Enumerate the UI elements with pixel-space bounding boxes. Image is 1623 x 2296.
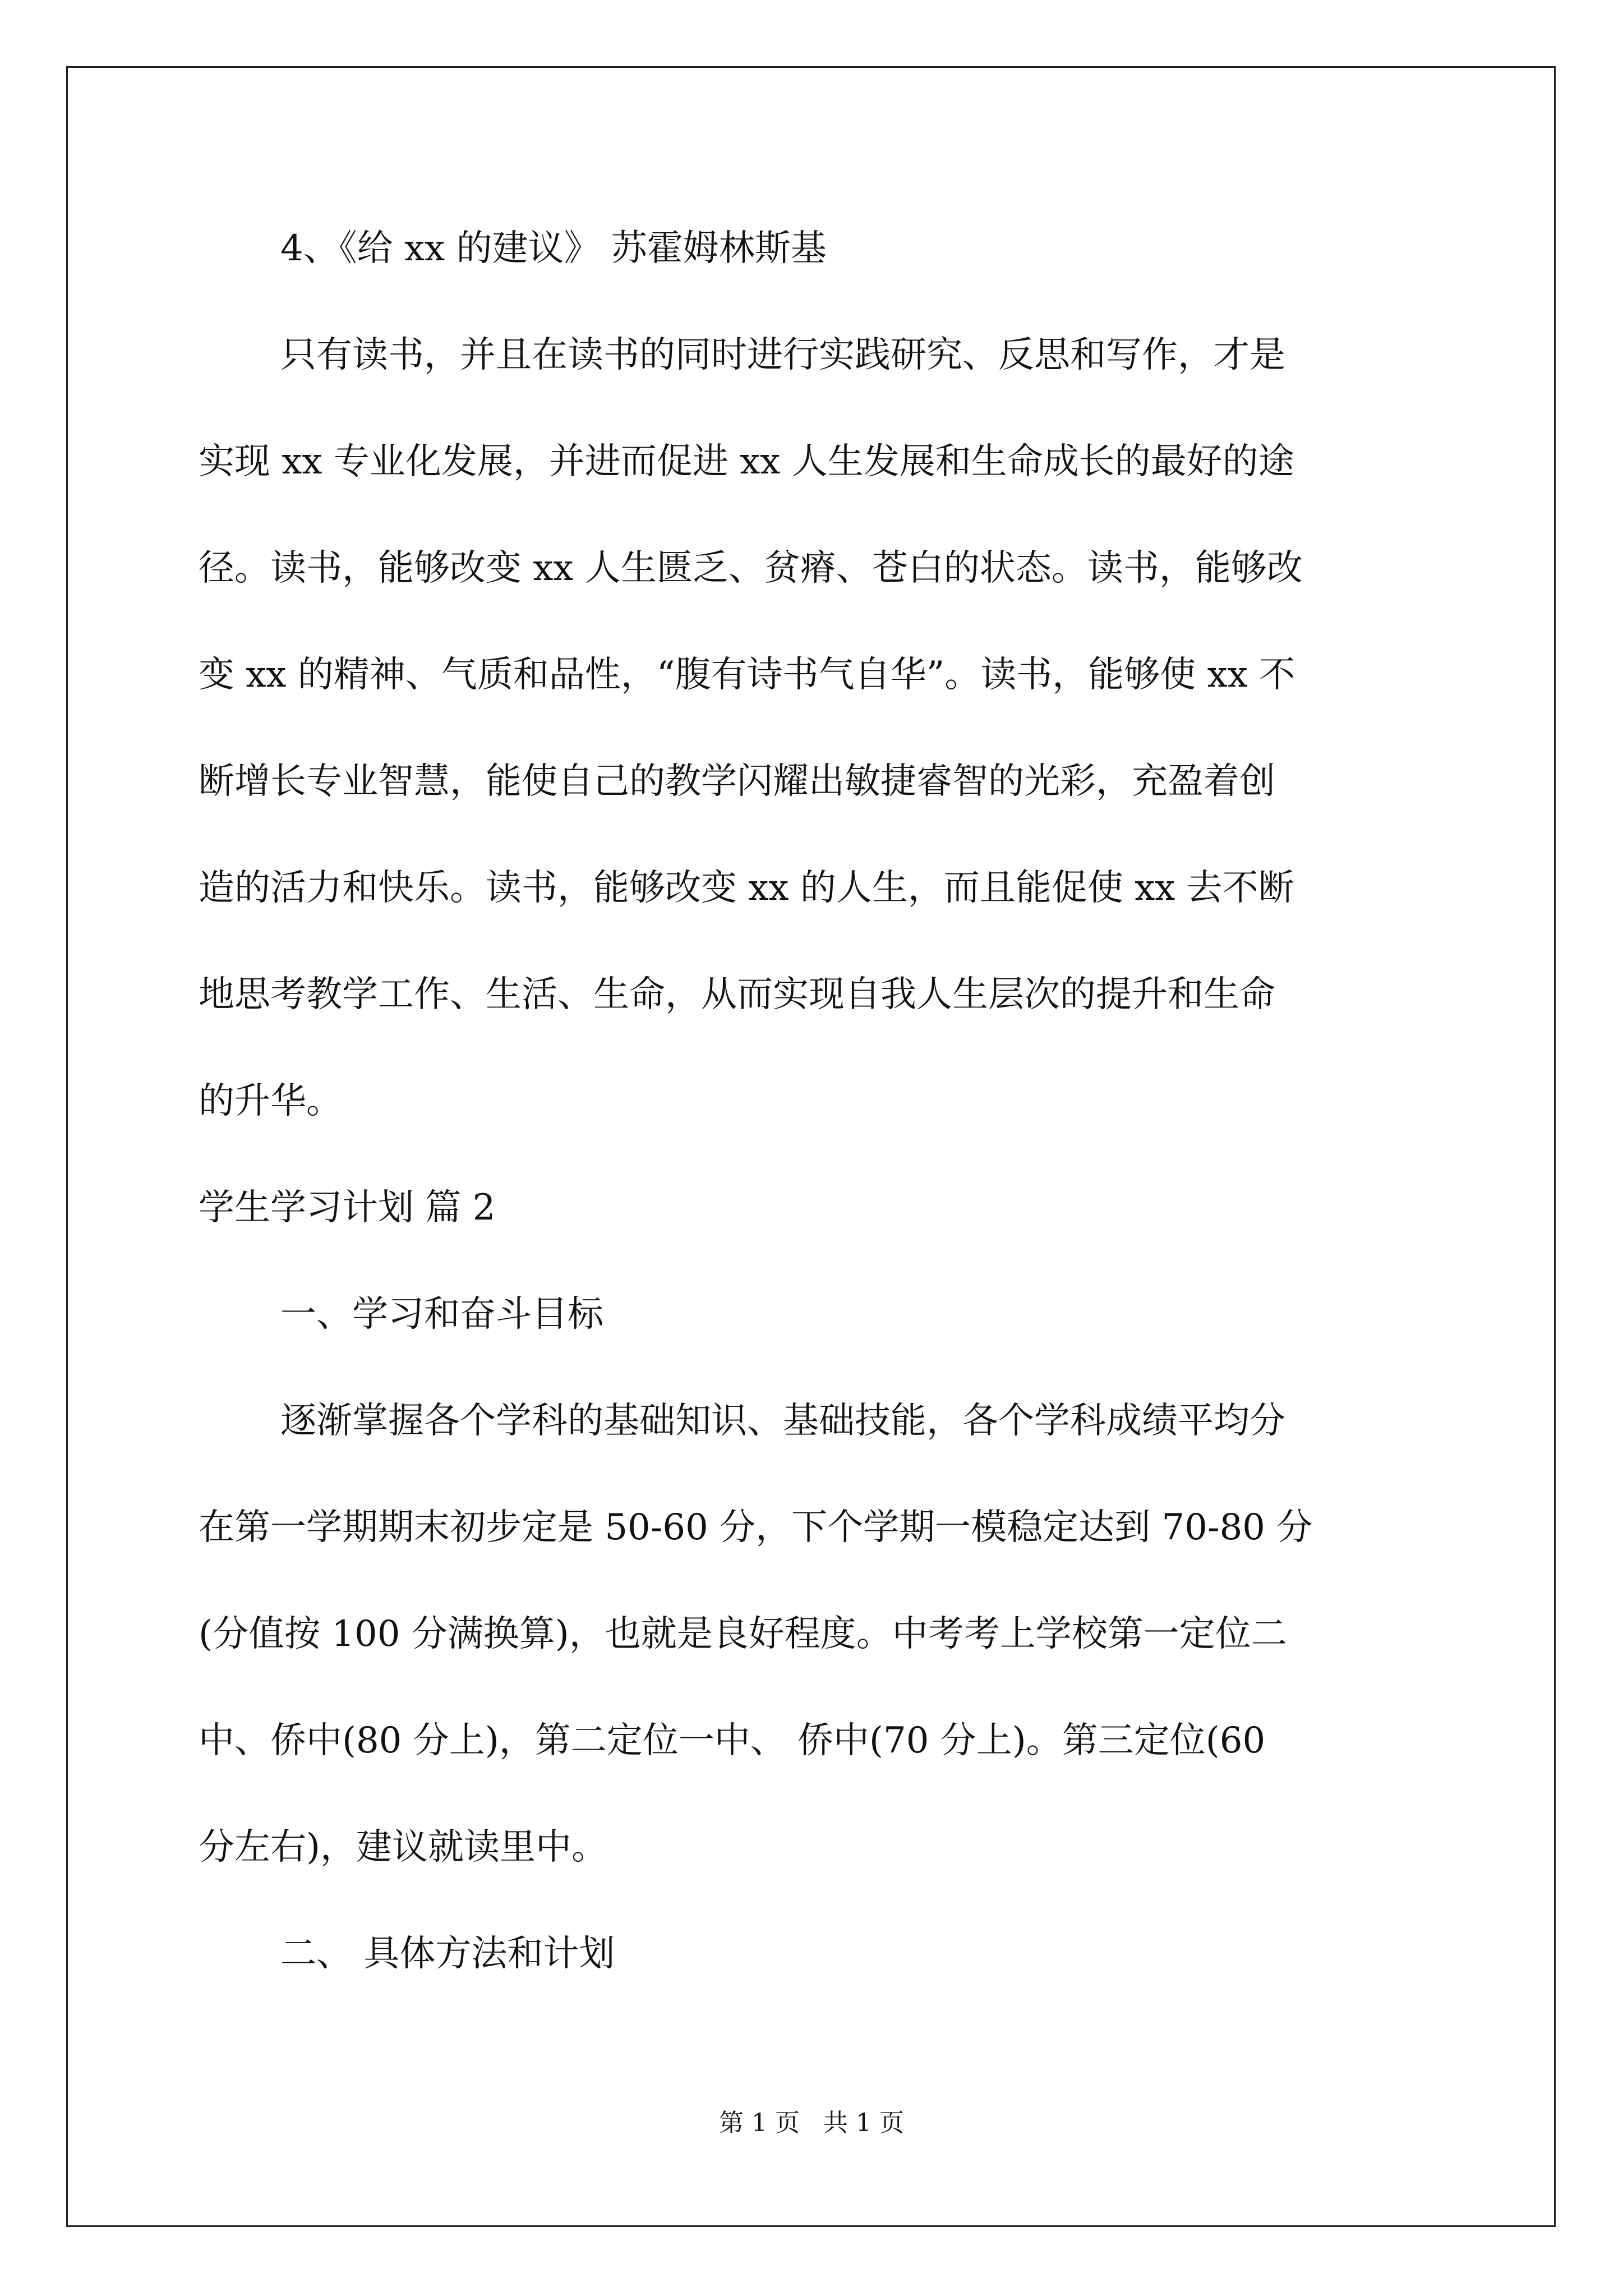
paragraph-line: 断增长专业智慧，能使自己的教学闪耀出敏捷睿智的光彩，充盈着创 — [199, 761, 1275, 802]
paragraph-line: 变 xx 的精神、气质和品性，“腹有诗书气自华”。读书，能够使 xx 不 — [199, 654, 1295, 696]
paragraph-line: 在第一学期期末初步定是 50-60 分，下个学期一模稳定达到 70-80 分 — [199, 1507, 1313, 1548]
document-body — [199, 222, 1422, 2033]
subheading-goals: 一、学习和奋斗目标 — [280, 1294, 603, 1335]
paragraph-line: 只有读书，并且在读书的同时进行实践研究、反思和写作，才是 — [280, 334, 1285, 376]
paragraph-line: 的升华。 — [199, 1080, 342, 1122]
paragraph-line: 分左右)，建议就读里中。 — [199, 1826, 607, 1868]
section-title: 学生学习计划 篇 2 — [199, 1187, 496, 1228]
goals-paragraph — [199, 1394, 1422, 1874]
paragraph-line: 实现 xx 专业化发展，并进而促进 xx 人生发展和生命成长的最好的途 — [199, 441, 1294, 482]
book-heading: 4、《给 xx 的建议》 苏霍姆林斯基 — [280, 228, 827, 269]
paragraph-line: 中、侨中(80 分上)，第二定位一中、 侨中(70 分上)。第三定位(60 — [199, 1720, 1266, 1761]
paragraph-line: 地思考教学工作、生活、生命，从而实现自我人生层次的提升和生命 — [199, 974, 1275, 1015]
reading-paragraph — [199, 328, 1422, 1128]
paragraph-line: 造的活力和快乐。读书，能够改变 xx 的人生，而且能促使 xx 去不断 — [199, 867, 1294, 909]
paragraph-line: (分值按 100 分满换算)，也就是良好程度。中考考上学校第一定位二 — [199, 1613, 1287, 1655]
subheading-methods: 二、 具体方法和计划 — [280, 1933, 615, 1975]
paragraph-line: 逐渐掌握各个学科的基础知识、基础技能，各个学科成绩平均分 — [280, 1400, 1285, 1442]
page-footer: 第 1 页 共 1 页 — [719, 2109, 904, 2137]
paragraph-line: 径。读书，能够改变 xx 人生匮乏、贫瘠、苍白的状态。读书，能够改 — [199, 547, 1303, 589]
